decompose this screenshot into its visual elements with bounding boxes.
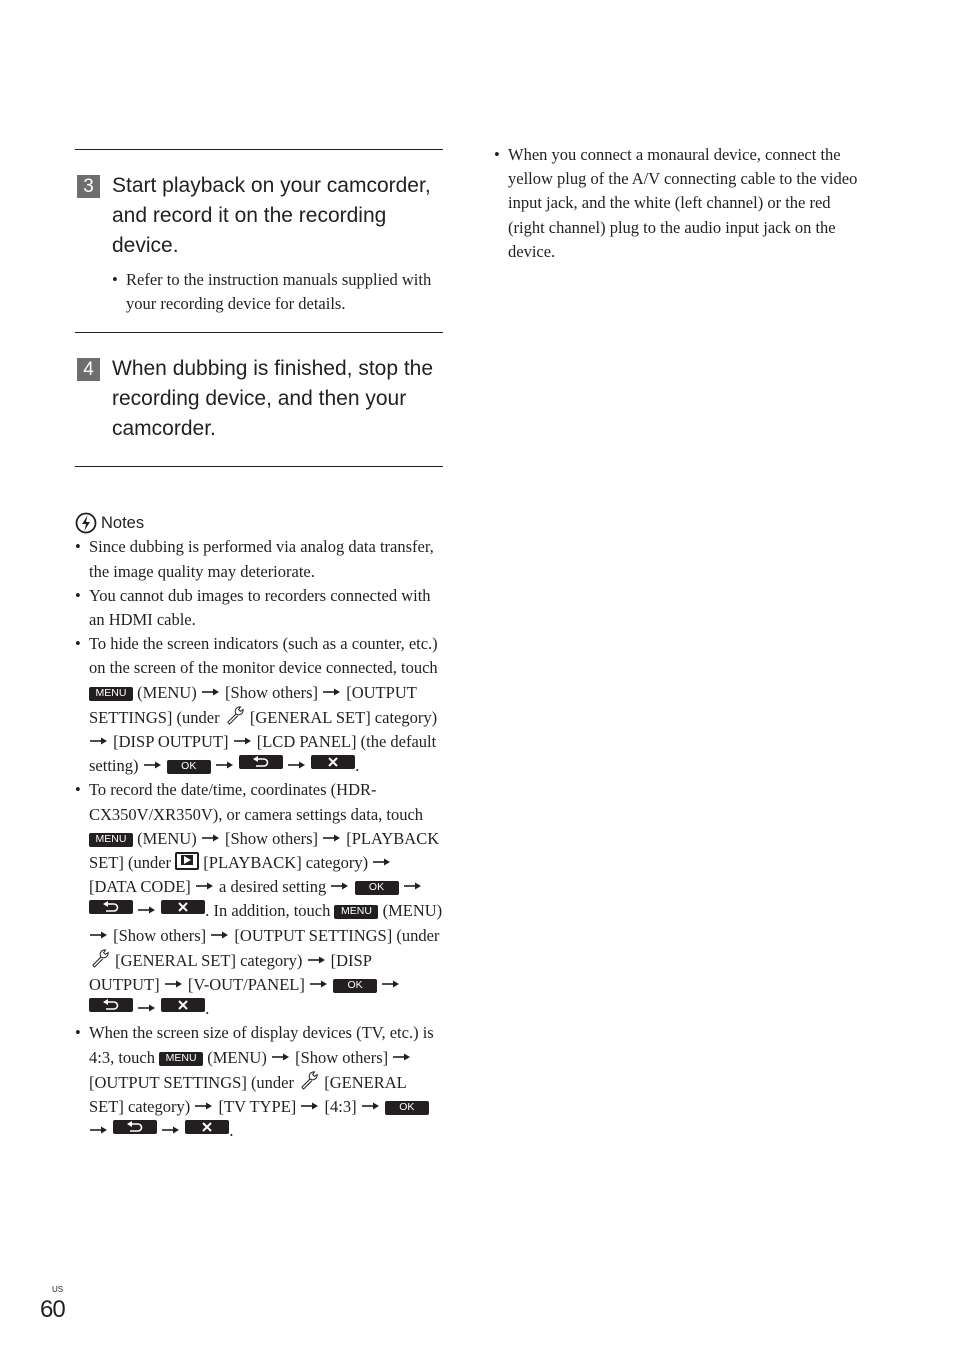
return-arrow-icon [113,1120,157,1134]
note-text: When the screen size of display devices (TV, etc.) is 4:3, touch [89,1023,434,1067]
menu-button: MENU [334,905,378,919]
note-item: • To hide the screen indicators (such as a counter, etc.) on the screen of the monitor device connected, touch MENU (MENU) [Show others] [OUTPUT SETTINGS] (under [GENERAL SET] category) [DISP OUTPUT] [LCD PANEL] (the default setting) OK . [75,632,443,778]
notes-heading [75,511,443,535]
wrench-icon [298,1070,320,1090]
region-code: US [52,1285,64,1294]
note-text: . In addition, touch [205,901,331,921]
close-x-icon [185,1120,229,1134]
right-arrow-icon [195,881,215,891]
right-arrow-icon [194,1101,214,1111]
step-number: 4 [77,358,100,381]
note-text: [Show others] [113,925,207,945]
note-item: • When you connect a monaural device, connect the yellow plug of the A/V connecting cable to the video input jack, and the white (left channel) or the red (right channel) plug to the audio input jack on the device. [494,143,864,264]
note-text: [Show others] [295,1047,389,1067]
right-arrow-icon [164,979,184,989]
notes-heading-label: Notes [101,514,145,533]
note-text: [4:3] [324,1097,357,1117]
ok-button: OK [333,979,377,993]
step-4 [75,354,443,444]
step-bullet: • Refer to the instruction manuals supplied with your recording device for details. [112,268,443,316]
left-column [75,149,443,1143]
right-arrow-icon [322,687,342,697]
right-arrow-icon [89,1125,109,1135]
right-arrow-icon [271,1052,291,1062]
right-arrow-icon [137,1003,157,1013]
notes-icon [75,512,97,534]
note-item: • When the screen size of display devices (TV, etc.) is 4:3, touch MENU (MENU) [Show others] [OUTPUT SETTINGS] (under [GENERAL SET] category) [TV TYPE] [4:3] OK . [75,1021,443,1143]
return-arrow-icon [89,998,133,1012]
page-number: 60 [40,1296,65,1323]
right-arrow-icon [201,833,221,843]
step-title: Start playback on your camcorder, and record it on the recording device. [112,174,431,257]
step-title: When dubbing is finished, stop the recording device, and then your camcorder. [112,357,434,441]
right-arrow-icon [300,1101,320,1111]
note-text: To hide the screen indicators (such as a counter, etc.) on the screen of the monitor device connected, touch [89,634,438,678]
right-arrow-icon [330,881,350,891]
note-text: [Show others] [224,682,318,702]
right-arrow-icon [322,833,342,843]
ok-button: OK [385,1101,429,1115]
right-arrow-icon [210,930,230,940]
divider [75,466,443,467]
note-text: [DISP OUTPUT] [113,732,229,752]
close-x-icon [161,900,205,914]
notes-section [75,511,443,1143]
note-text: [OUTPUT SETTINGS] (under [89,682,417,727]
return-arrow-icon [89,900,133,914]
note-item: • You cannot dub images to recorders connected with an HDMI cable. [75,584,443,632]
note-text: [PLAYBACK SET] (under [89,828,440,873]
note-text: [GENERAL SET] category) [249,707,438,727]
return-arrow-icon [239,755,283,769]
ok-button: OK [167,760,211,774]
note-text: [OUTPUT SETTINGS] (under [89,1072,295,1092]
right-arrow-icon [137,905,157,915]
note-text: [GENERAL SET] category) [89,1072,407,1117]
note-text: [DISP OUTPUT] [89,950,372,995]
wrench-icon [224,705,246,725]
right-arrow-icon [309,979,329,989]
note-text: (MENU) [137,828,197,848]
right-arrow-icon [392,1052,412,1062]
divider [75,149,443,150]
note-text: [Show others] [224,828,318,848]
right-arrow-icon [233,736,253,746]
right-arrow-icon [403,881,423,891]
close-x-icon [311,755,355,769]
right-arrow-icon [89,736,109,746]
right-arrow-icon [307,955,327,965]
ok-button: OK [355,881,399,895]
note-text: a desired setting [219,877,327,897]
right-arrow-icon [143,760,163,770]
note-text: (MENU) [207,1047,267,1067]
right-arrow-icon [372,857,392,867]
note-text: To record the date/time, coordinates (HDR-CX350V/XR350V), or camera settings data, touch [89,780,424,824]
right-column [494,143,864,264]
menu-button: MENU [89,687,133,701]
note-text: [DATA CODE] [89,877,191,897]
step-3 [75,171,443,316]
note-text: [PLAYBACK] category) [203,853,369,873]
menu-button: MENU [89,833,133,847]
step-number: 3 [77,175,100,198]
right-arrow-icon [287,760,307,770]
wrench-icon [89,948,111,968]
note-text: [V-OUT/PANEL] [187,975,305,995]
note-text: [OUTPUT SETTINGS] (under [234,925,440,945]
right-arrow-icon [215,760,235,770]
menu-button: MENU [159,1052,203,1066]
note-item: • To record the date/time, coordinates (HDR-CX350V/XR350V), or camera settings data, touch MENU (MENU) [Show others] [PLAYBACK SET] (under [PLAYBACK] category) [DATA CODE] a desired setting OK . In addition, touch MENU (MENU) [Show others] [OUTPUT SETTINGS] (under [GENERAL SET] category) [DISP OUTPUT] [V-OUT/PANEL] OK . [75,778,443,1021]
divider [75,332,443,333]
note-text: [TV TYPE] [218,1097,297,1117]
right-arrow-icon [89,930,109,940]
close-x-icon [161,998,205,1012]
right-arrow-icon [381,979,401,989]
note-text: (MENU) [137,682,197,702]
right-arrow-icon [161,1125,181,1135]
note-text: [GENERAL SET] category) [115,950,303,970]
note-item: • Since dubbing is performed via analog data transfer, the image quality may deteriorate. [75,535,443,583]
right-arrow-icon [201,687,221,697]
playback-icon [175,852,199,870]
right-arrow-icon [361,1101,381,1111]
note-text: (MENU) [382,901,443,921]
note-text: [LCD PANEL] (the default setting) [89,732,437,776]
